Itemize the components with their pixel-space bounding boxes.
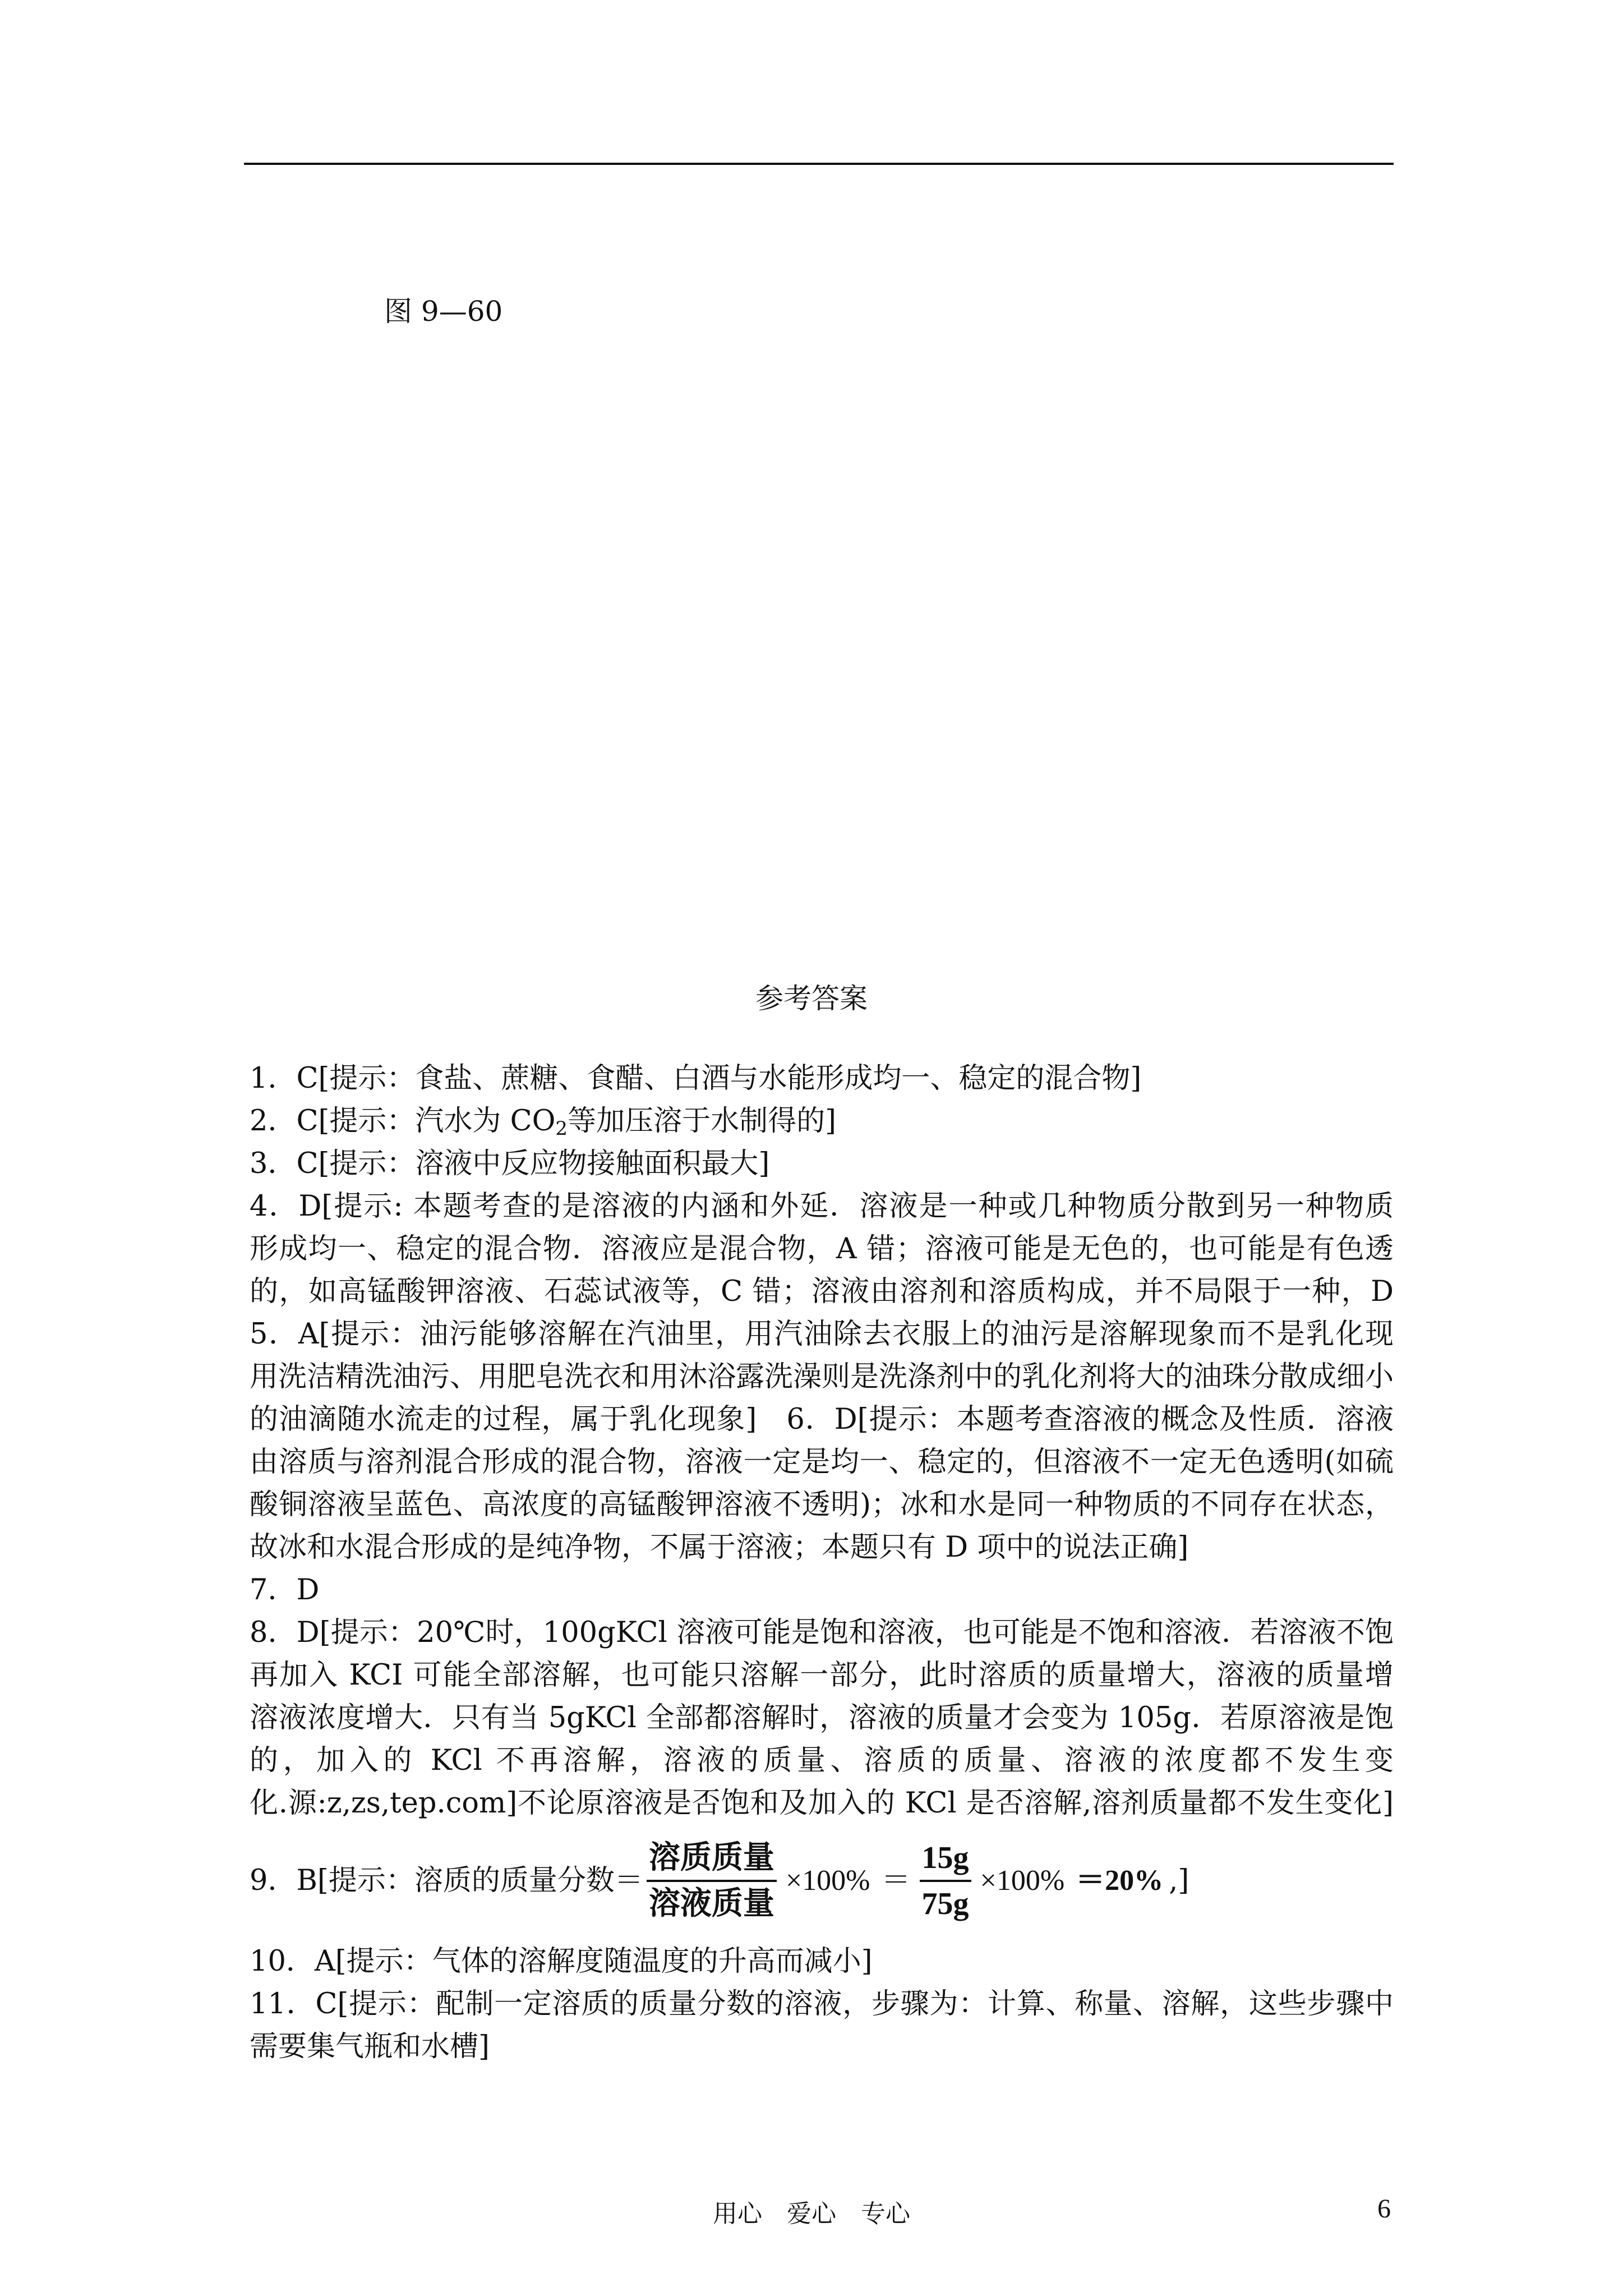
answer-line-10: 10．A[提示：气体的溶解度随温度的升高而减小] [250, 1945, 873, 1978]
answer-line-8e: 化.源:z,zs,tep.com]不论原溶液是否饱和及加入的 KCl 是否溶解,溶剂质量都不发生变化] [250, 1787, 1394, 1820]
answer-line-6c: 故冰和水混合形成的是纯净物，不属于溶液；本题只有 D 项中的说法正确] [250, 1531, 1189, 1564]
fraction-denominator: 75g [921, 1887, 969, 1921]
answer-list [250, 1057, 1394, 2068]
figure-caption: 图 9—60 [384, 295, 503, 328]
answer-line-11: 11．C[提示：配制一定溶质的质量分数的溶液，步骤为：计算、称量、溶解，这些步骤中 [250, 1987, 1394, 2021]
answer-line-5c: 的油滴随水流走的过程，属于乳化现象] 6．D[提示：本题考查溶液的概念及性质．溶液 [250, 1403, 1394, 1436]
answer-line-1: 1．C[提示：食盐、蔗糖、食醋、白酒与水能形成均一、稳定的混合物] [250, 1062, 1142, 1095]
answer-line-5b: 用洗洁精洗油污、用肥皂洗衣和用沐浴露洗澡则是洗涤剂中的乳化剂将大的油珠分散成细小 [250, 1360, 1394, 1393]
times-percent: ×100% [980, 1865, 1065, 1897]
answer-line-8c: 溶液浓度增大．只有当 5gKCl 全部都溶解时，溶液的质量才会变为 105g．若原溶液是饱 [250, 1701, 1394, 1734]
answer-line-6: 由溶质与溶剂混合形成的混合物，溶液一定是均一、稳定的，但溶液不一定无色透明(如硫 [250, 1446, 1394, 1479]
answer-line-7: 7．D [250, 1573, 320, 1607]
answer-line-6b: 酸铜溶液呈蓝色、高浓度的高锰酸钾溶液不透明)；冰和水是同一种物质的不同存在状态， [250, 1488, 1394, 1521]
fraction-mass-ratio [647, 1838, 777, 1924]
header-rule [244, 163, 1394, 165]
fraction-numerator: 15g [920, 1838, 971, 1882]
answer-line-5: 5．A[提示：油污能够溶解在汽油里，用汽油除去衣服上的油污是溶解现象而不是乳化现 [250, 1318, 1394, 1351]
answers-heading: 参考答案 [755, 982, 868, 1015]
answer-line-11b: 需要集气瓶和水槽] [250, 2030, 490, 2063]
answer9-suffix: ,] [1169, 1864, 1189, 1897]
equals-sign: ＝ [881, 1865, 911, 1897]
answer-line-4b: 形成均一、稳定的混合物．溶液应是混合物，A 错；溶液可能是无色的，也可能是有色透 [250, 1232, 1394, 1266]
answer-line-4: 4．D[提示: 本题考查的是溶液的内涵和外延．溶液是一种或几种物质分散到另一种物质 [250, 1190, 1394, 1223]
answer-line-8: 8．D[提示：20℃时，100gKCl 溶液可能是饱和溶液，也可能是不饱和溶液．若溶液不饱 [250, 1616, 1394, 1649]
page-number: 6 [1377, 2194, 1391, 2224]
footer-slogan: 用心 爱心 专心 [713, 2200, 910, 2228]
answer-line-9-formula [250, 1836, 1394, 1926]
answer-line-8b: 再加入 KCI 可能全部溶解，也可能只溶解一部分，此时溶质的质量增大，溶液的质量增 [250, 1659, 1394, 1692]
result-value: ＝20% [1076, 1865, 1164, 1897]
answer9-prefix: 9．B[提示：溶质的质量分数＝ [250, 1864, 643, 1897]
subscript: 2 [555, 1117, 568, 1140]
answer-line-3: 3．C[提示：溶液中反应物接触面积最大] [250, 1147, 770, 1180]
answer-line-8d: 的，加入的 KCl 不再溶解，溶液的质量、溶质的质量、溶液的浓度都不发生变 [250, 1744, 1394, 1777]
fraction-numerator: 溶质质量 [647, 1838, 777, 1882]
times-percent: ×100% [785, 1865, 870, 1897]
fraction-denominator: 溶液质量 [648, 1887, 774, 1921]
answer-line-2: 2．C[提示：汽水为 $CO_2$等加压溶于水制得的] [250, 1105, 836, 1140]
answer-line-4c: 的，如高锰酸钾溶液、石蕊试液等，C 错；溶液由溶剂和溶质构成，并不局限于一种，D [250, 1275, 1394, 1308]
fraction-values [920, 1838, 971, 1924]
